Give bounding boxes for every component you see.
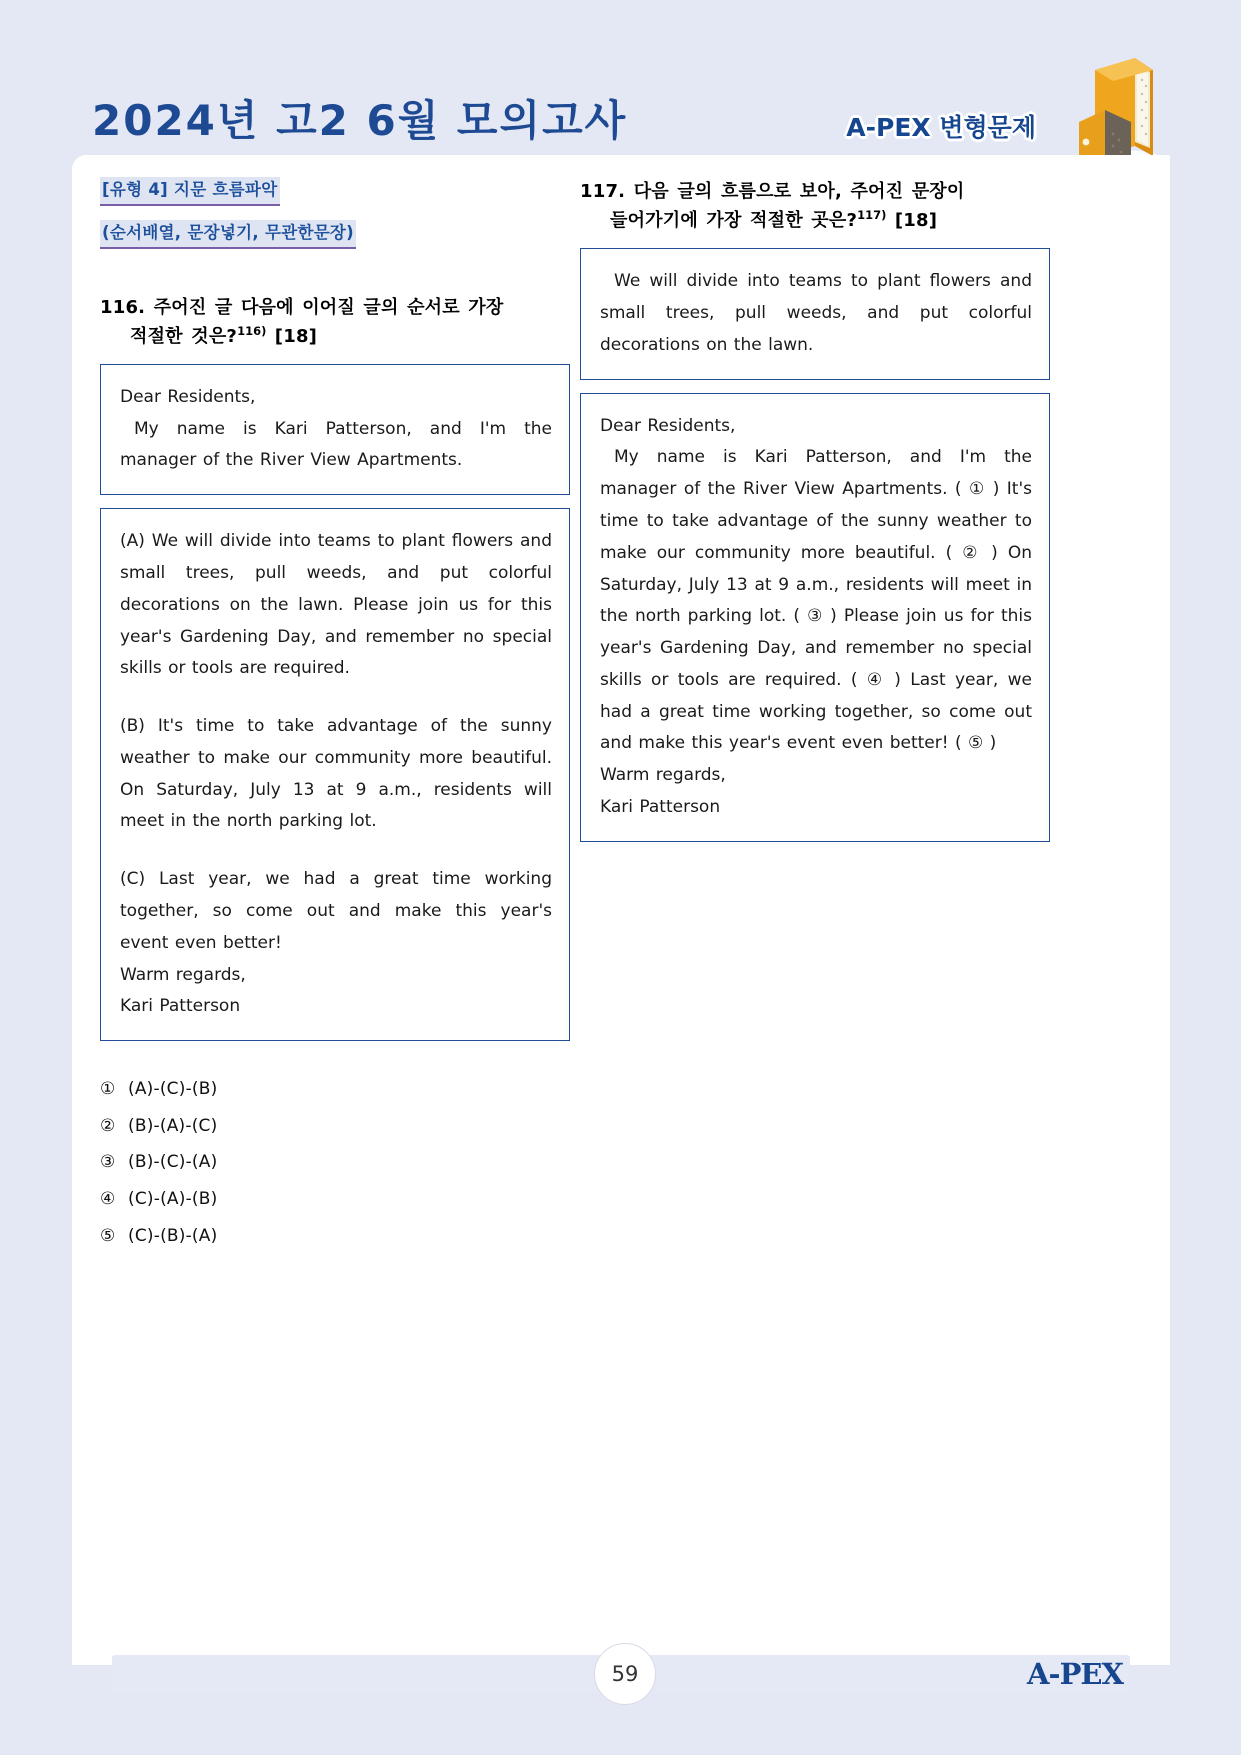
question-117-footnote: 117) (857, 208, 887, 223)
question-117-stem-line2-wrap (580, 206, 1050, 235)
page-title: 2024년 고2 6월 모의고사 (92, 96, 628, 145)
given-body: My name is Kari Patterson, and I'm the manager of the River View Apartments. (120, 418, 552, 471)
right-column (580, 177, 1050, 842)
question-116-number: 116. (100, 296, 146, 318)
question-117-number: 117. (580, 181, 626, 202)
passage-signature-117: Kari Patterson (600, 797, 721, 818)
question-116-stem-line2-wrap (100, 322, 570, 351)
answer-option-4[interactable] (100, 1187, 570, 1212)
two-column-layout (72, 155, 1170, 1665)
type-subheading-wrapper (100, 206, 570, 249)
question-117-stem-line1: 다음 글의 흐름으로 보아, 주어진 문장이 (633, 181, 965, 202)
answer-option-3-number: ③ (100, 1152, 116, 1173)
answer-option-2-number: ② (100, 1115, 116, 1136)
answer-option-2-text: (B)-(A)-(C) (128, 1115, 218, 1136)
type-subheading: (순서배열, 문장넣기, 무관한문장) (100, 220, 356, 249)
question-116-stem-line1: 주어진 글 다음에 이어질 글의 순서로 가장 (153, 296, 504, 318)
question-116-choice-box (100, 508, 570, 1041)
type-heading: [유형 4] 지문 흐름파악 (100, 177, 280, 206)
page-number-badge: 59 (594, 1643, 656, 1705)
passage-closing: Warm regards, (120, 964, 246, 985)
question-116-stem-line2: 적절한 것은? (130, 325, 238, 347)
answer-option-1-text: (A)-(C)-(B) (128, 1079, 218, 1100)
question-116-stem (100, 293, 570, 351)
brand-badge: A-PEX 변형문제 (846, 113, 1036, 142)
question-117-given-sentence-box (580, 248, 1050, 379)
passage-a: (A) We will divide into teams to plant flowers and small trees, pull weeds, and put colorful decorations on the lawn. Please join us for this year's Gardening Day, and remember no special skills or tools are required. (120, 531, 552, 679)
answer-option-3-text: (B)-(C)-(A) (128, 1152, 218, 1173)
passage-signature: Kari Patterson (120, 996, 241, 1017)
question-117-score: [18] (894, 210, 938, 232)
passage-b: (B) It's time to take advantage of the sunny weather to make our community more beautiful. On Saturday, July 13 at 9 a.m., residents will meet in the north parking lot. (120, 716, 552, 832)
given-sentence: We will divide into teams to plant flowers and small trees, pull weeds, and put colorful decorations on the lawn. (600, 271, 1032, 355)
answer-option-1[interactable] (100, 1077, 570, 1102)
answer-option-2[interactable] (100, 1114, 570, 1139)
passage-closing-117: Warm regards, (600, 765, 726, 786)
answer-option-3[interactable] (100, 1150, 570, 1175)
page-footer (0, 1655, 1241, 1703)
question-116-footnote: 116) (237, 323, 267, 338)
footer-logo: A-PEX (1027, 1657, 1123, 1691)
question-117-passage-box (580, 393, 1050, 842)
given-salutation: Dear Residents, (120, 386, 256, 407)
passage-body: My name is Kari Patterson, and I'm the manager of the River View Apartments. ( ① ) It's time to take advantage of the sunny weather to make our community more beautiful. ( ② ) On Saturday, July 13 at 9 a.m., residents will meet in the north parking lot. ( ③ ) Please join us for this year's Gardening Day, and remember no special skills or tools are required. ( ④ ) Last year, we had a great time working together, so come out and make this year's event even better! ( ⑤ ) (600, 447, 1032, 754)
passage-salutation: Dear Residents, (600, 415, 736, 436)
page-header (0, 0, 1241, 155)
left-column (100, 177, 570, 1260)
answer-option-5-text: (C)-(B)-(A) (128, 1225, 218, 1246)
question-116-given-box (100, 364, 570, 495)
answer-option-4-text: (C)-(A)-(B) (128, 1189, 218, 1210)
passage-c: (C) Last year, we had a great time working together, so come out and make this year's event even better! (120, 869, 552, 953)
answer-option-5-number: ⑤ (100, 1225, 116, 1246)
page-sheet (72, 155, 1170, 1665)
answer-option-5[interactable] (100, 1224, 570, 1249)
answer-option-1-number: ① (100, 1079, 116, 1100)
question-117-stem (580, 177, 1050, 235)
question-116-answer-list (100, 1077, 570, 1248)
type-heading-wrapper (100, 177, 570, 206)
question-116-score: [18] (274, 325, 318, 347)
answer-option-4-number: ④ (100, 1189, 116, 1210)
question-117-stem-line2: 들어가기에 가장 적절한 곳은? (610, 210, 858, 232)
